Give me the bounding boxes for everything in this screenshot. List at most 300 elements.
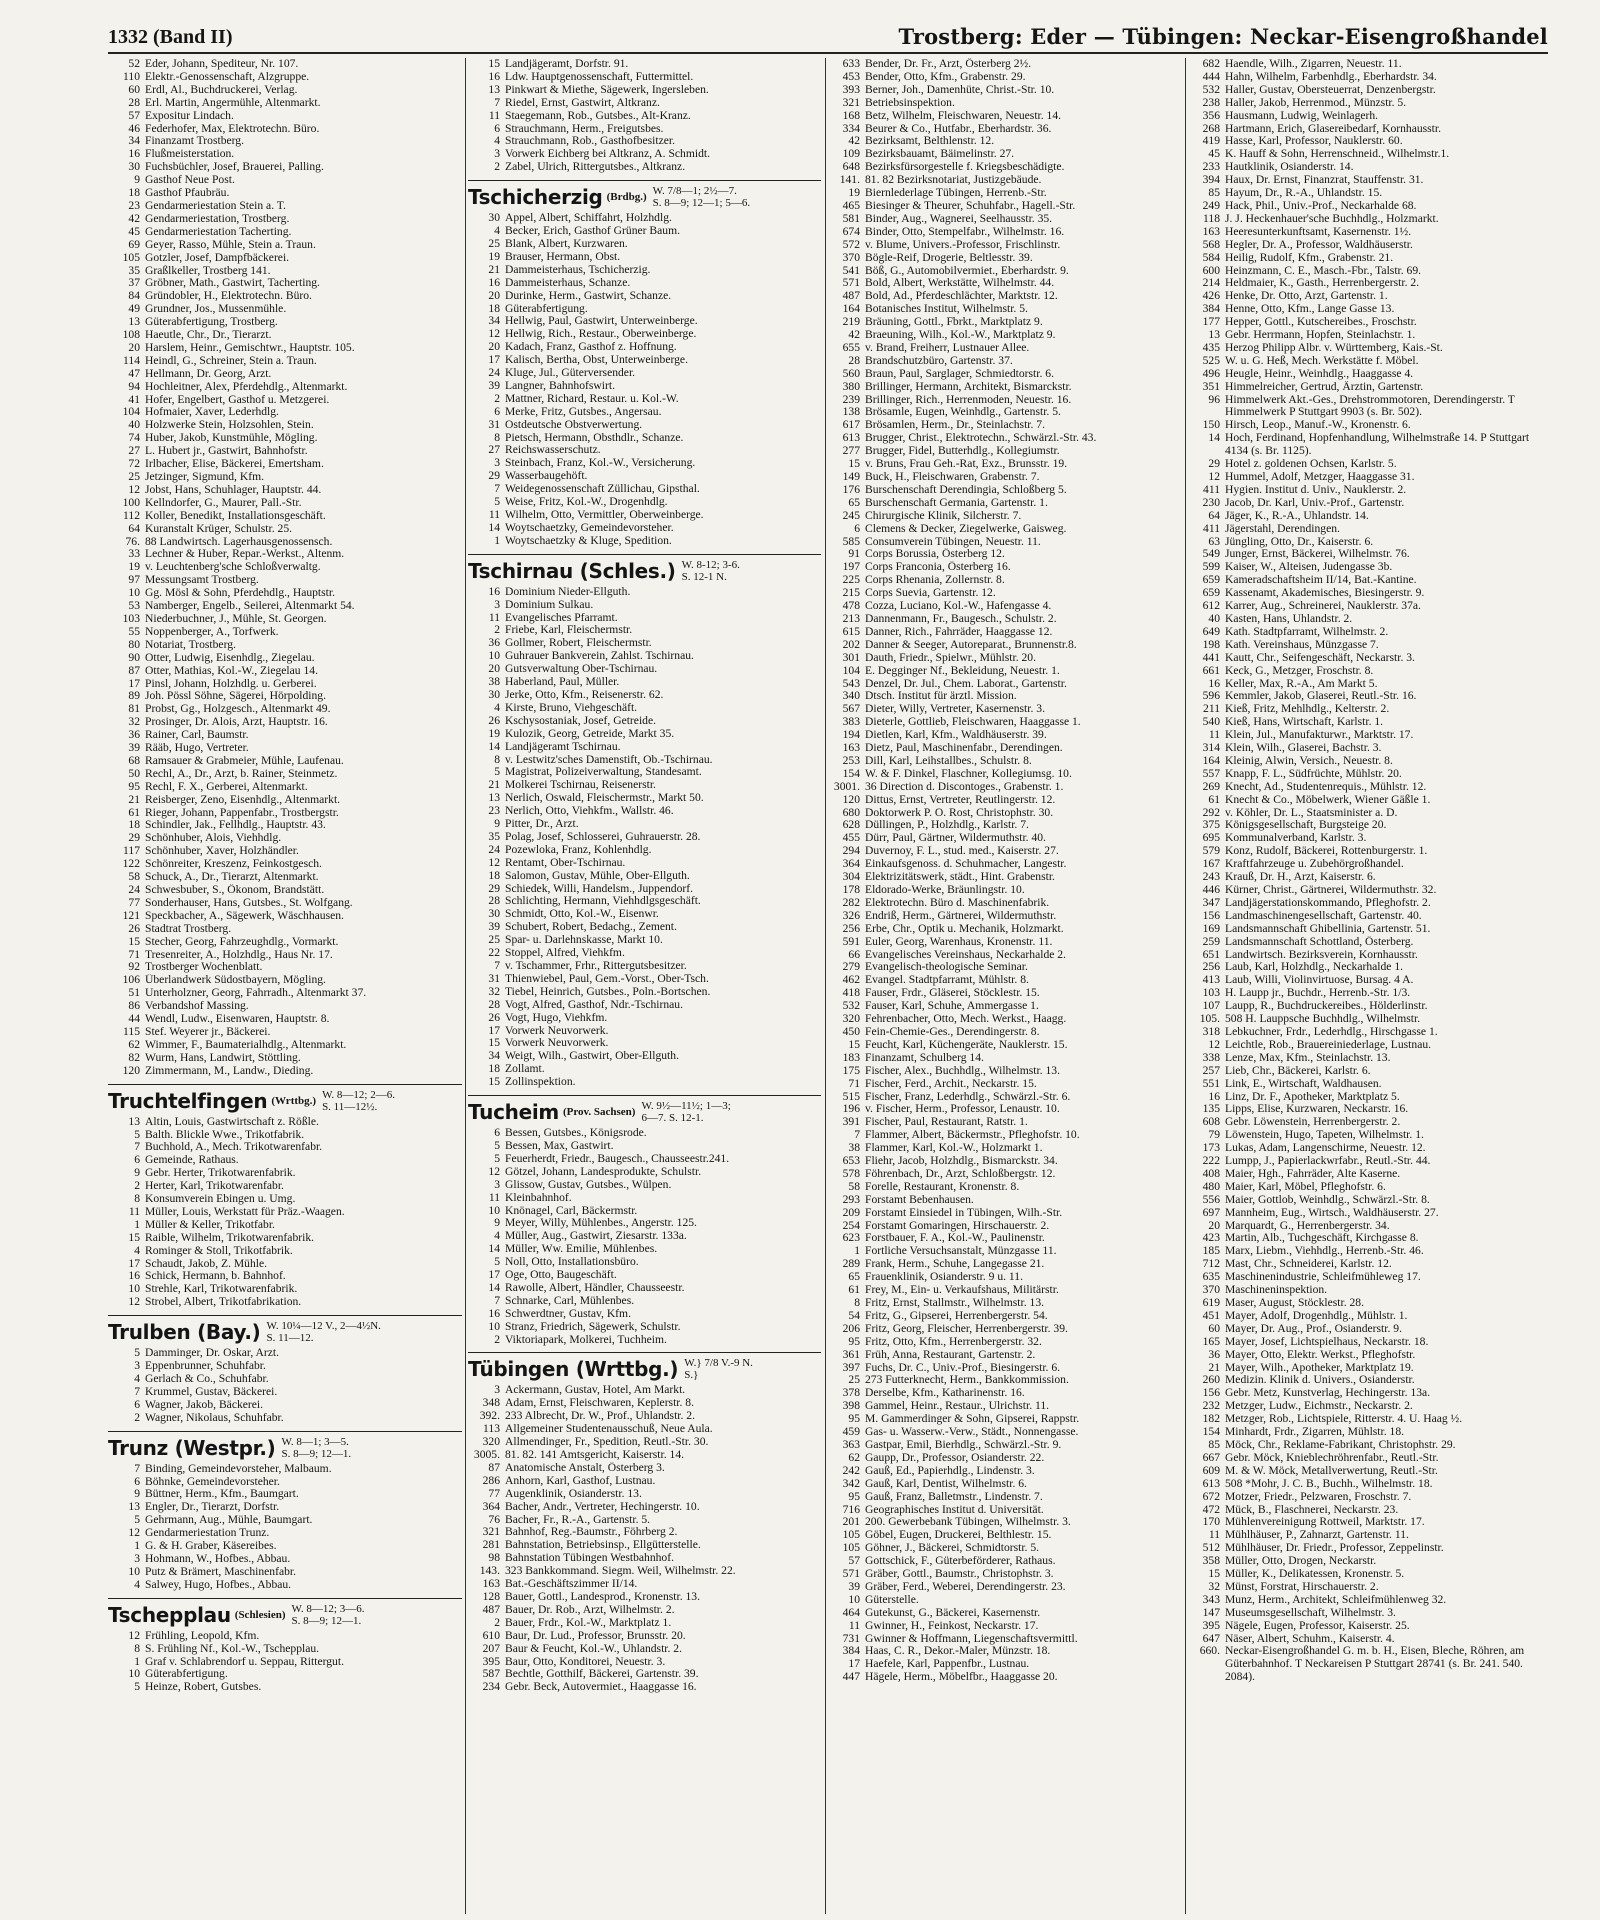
subscriber-name: Heeresunterkunftsamt, Kasernenstr. 1½. [1225,225,1412,238]
phone-number: 269 [1202,779,1220,793]
phone-number: 239 [842,392,860,406]
listing-entry [468,1501,821,1514]
office-hours: W. 8—1; 3—5. S. 8—9; 12—1. [281,1435,352,1460]
listing-entry [468,831,821,844]
phone-number: 5 [134,1680,140,1694]
subscriber-name: Appel, Albert, Schiffahrt, Holzhdlg. [505,212,672,225]
town-name: Tschicherzig [468,185,603,210]
phone-number: 89 [128,689,140,703]
listing-entry [1188,187,1548,200]
subscriber-name: Gauß, Ed., Papierhdlg., Lindenstr. 3. [865,1464,1035,1477]
phone-number: 100 [122,495,140,509]
subscriber-name: Jäger, K., R.-A., Uhlandstr. 14. [1225,509,1369,522]
listing-entry [1188,1491,1548,1504]
subscriber-name: Schwerdtner, Gustav, Kfm. [505,1307,631,1320]
listing-entry [828,807,1181,820]
listing-entry [468,947,821,960]
phone-number: 301 [842,650,860,664]
phone-number: 256 [1202,960,1220,974]
listing-entry [828,1465,1181,1478]
listing-entry [1188,135,1548,148]
subscriber-name: Brugger, Fidel, Butterhdlg., Kollegiumstr. [865,445,1060,458]
phone-number: 18 [128,818,140,832]
phone-number: 11 [128,1204,140,1218]
phone-number: 32 [128,715,140,729]
subscriber-name: Berner, Joh., Damenhüte, Christ.-Str. 10. [865,83,1055,96]
listing-entry [828,213,1181,226]
subscriber-name: Brillinger, Hermann, Architekt, Bismarckstr. [865,380,1072,393]
listing-entry [828,135,1181,148]
subscriber-name: Knönagel, Carl, Bäckermstr. [505,1204,638,1217]
subscriber-name: Salwey, Hugo, Hofbes., Abbau. [145,1578,292,1591]
phone-number: 342 [842,1476,860,1490]
listing-entry [468,1166,821,1179]
listing-entry [828,1297,1181,1310]
listing-entry [108,819,462,832]
listing-entry [828,690,1181,703]
subscriber-name: Dieterle, Gottlieb, Fleischwaren, Haaggasse 1. [865,716,1081,729]
subscriber-name: Clemens & Decker, Ziegelwerke, Gaisweg. [865,522,1067,535]
phone-number: 42 [128,211,140,225]
subscriber-name: Mayer, Dr. Aug., Prof., Osianderstr. 9. [1225,1322,1402,1335]
phone-number: 649 [1202,624,1220,638]
listing-entry [108,394,462,407]
subscriber-name: Binder, Otto, Stempelfabr., Wilhelmstr. 16. [865,225,1065,238]
subscriber-name: Forstbauer, F. A., Kol.-W., Paulinenstr. [865,1232,1045,1245]
listing-entry [108,600,462,613]
phone-number: 17 [128,1256,140,1270]
listing-entry [828,1362,1181,1375]
phone-number: 567 [842,702,860,716]
subscriber-name: Kleinig, Alwin, Versich., Neuestr. 8. [1225,754,1393,767]
listing-entry [1188,871,1548,884]
listing-entry [1188,419,1548,432]
listing-entry [828,1155,1181,1168]
listing-entry [1188,574,1548,587]
listing-entry [828,1065,1181,1078]
listing-entry [108,1656,462,1669]
phone-number: 384 [842,1644,860,1658]
phone-number: 105 [842,1528,860,1542]
listing-entry [828,110,1181,123]
subscriber-name: Balth. Blickle Wwe., Trikotfabrik. [145,1128,305,1141]
phone-number: 76. [125,534,140,548]
listing-entry [828,445,1181,458]
phone-number: 65 [848,1270,860,1284]
phone-number: 32 [488,984,500,998]
listing-entry [108,1347,462,1360]
phone-number: 12 [488,855,500,869]
phone-number: 36 [1208,1347,1220,1361]
subscriber-name: Fritz, Ernst, Stallmstr., Wilhelmstr. 13. [865,1297,1045,1309]
phone-number: 661 [1202,663,1220,677]
listing-entry [108,1154,462,1167]
subscriber-name: Doktorwerk P. O. Rost, Christophstr. 30. [865,806,1054,819]
listing-entry [828,974,1181,987]
phone-number: 225 [842,573,860,587]
phone-number: 384 [1202,302,1220,316]
subscriber-name: 508 *Mohr, J. C. B., Buchh., Wilhelmstr. 18. [1225,1477,1433,1490]
subscriber-name: Ackermann, Gustav, Hotel, Am Markt. [505,1384,686,1397]
subscriber-name: Schiedek, Willi, Handelsm., Juppendorf. [505,882,694,895]
subscriber-name: Allgemeiner Studentenausschuß, Neue Aula. [505,1423,713,1436]
phone-number: 222 [1202,1154,1220,1168]
subscriber-name: Hellmann, Dr. Georg, Arzt. [145,367,272,380]
phone-number: 167 [1202,857,1220,871]
phone-number: 20 [128,340,140,354]
phone-number: 84 [128,289,140,303]
subscriber-name: Trostberger Wochenblatt. [145,961,263,974]
subscriber-name: Landmaschinengesellschaft, Gartenstr. 40. [1225,909,1422,922]
phone-number: 9 [134,1487,140,1501]
listing-entry [108,1193,462,1206]
subscriber-name: Kommunalverband, Karlstr. 3. [1225,832,1367,845]
subscriber-name: Kschysostaniak, Josef, Getreide. [505,714,657,727]
phone-number: 15 [128,1230,140,1244]
phone-number: 3 [494,1383,500,1397]
listing-entry [828,1245,1181,1258]
subscriber-name: Knapp, F. L., Südfrüchte, Mühlstr. 20. [1225,767,1402,780]
phone-number: 31 [488,417,500,431]
subscriber-name: Strauchmann, Herm., Freigutsbes. [505,122,664,135]
subscriber-name: Flammer, Karl, Kol.-W., Holzmarkt 1. [865,1142,1043,1155]
phone-number: 320 [482,1435,500,1449]
subscriber-name: Lebkuchner, Frdr., Lederhdlg., Hirschgasse 1. [1225,1025,1438,1038]
listing-entry [468,934,821,947]
subscriber-name: v. Köhler, Dr. L., Staatsminister a. D. [1225,806,1398,819]
listing-entry [468,1140,821,1153]
listing-entry [108,703,462,716]
phone-number: 294 [842,844,860,858]
subscriber-name: Elektr.-Genossenschaft, Alzgruppe. [145,70,310,83]
subscriber-name: Schuck, A., Dr., Tierarzt, Altenmarkt. [145,871,319,884]
phone-number: 58 [848,1179,860,1193]
listing-entry [1188,303,1548,316]
subscriber-name: Tiebel, Heinrich, Gutsbes., Poln.-Bortschen. [505,985,711,998]
listing-entry [828,858,1181,871]
subscriber-name: Gwinner & Hoffmann, Liegenschaftsvermittl. [865,1632,1078,1645]
listing-entry [108,213,462,226]
subscriber-name: Spar- u. Darlehnskasse, Markt 10. [505,934,663,947]
phone-number: 21 [128,792,140,806]
phone-number: 572 [842,237,860,251]
subscriber-name: Ramsauer & Grabmeier, Mühle, Laufenau. [145,754,344,767]
subscriber-name: Sonderhauser, Hans, Gutsbes., St. Wolfgang. [145,896,353,909]
subscriber-name: Kasten, Hans, Uhlandstr. 2. [1225,612,1353,625]
phone-number: 347 [1202,895,1220,909]
subscriber-name: Evangelisches Pfarramt. [505,611,618,624]
subscriber-name: Schlichting, Hermann, Viehhdlgsgeschäft. [505,895,701,908]
subscriber-name: Brösamle, Eugen, Weinhdlg., Gartenstr. 5. [865,406,1061,419]
subscriber-name: Heilig, Rudolf, Kfm., Grabenstr. 21. [1225,251,1394,264]
phone-number: 104 [122,405,140,419]
town-heading [468,180,821,209]
listing-entry [828,1310,1181,1323]
phone-number: 441 [1202,650,1220,664]
subscriber-name: Haefele, Karl, Pappenfbr., Lustnau. [865,1658,1030,1671]
phone-number: 581 [842,211,860,225]
listing-entry [468,818,821,831]
phone-number: 338 [1202,1050,1220,1064]
phone-number: 156 [1202,1386,1220,1400]
listing-entry [1188,1478,1548,1491]
subscriber-name: Überlandwerk Südostbayern, Mögling. [145,974,326,987]
subscriber-name: Gaupp, Dr., Professor, Osianderstr. 22. [865,1451,1045,1464]
phone-number: 7 [494,959,500,972]
listing-entry [828,1620,1181,1633]
phone-number: 5 [134,1513,140,1527]
listing-entry [468,650,821,663]
phone-number: 118 [1203,211,1220,225]
subscriber-name: Kalisch, Bertha, Obst, Unterweinberge. [505,354,688,367]
subscriber-name: Gendarmeriestation Stein a. T. [145,199,286,212]
phone-number: 444 [1202,69,1220,83]
subscriber-name: Messungsamt Trostberg. [145,574,259,587]
subscriber-name: Gebr. Beck, Autovermiet., Haaggasse 16. [505,1681,697,1694]
listing-entry [1188,110,1548,123]
listing-entry [1188,148,1548,161]
listing-entry [468,883,821,896]
subscriber-name: Otter, Mathias, Kol.-W., Ziegelau 14. [145,664,318,677]
subscriber-name: Strehle, Karl, Trikotwarenfabrik. [145,1283,298,1296]
listing-entry [108,961,462,974]
subscriber-name: Dammeisterhaus, Tschicherzig. [505,263,651,276]
listing-entry [1188,316,1548,329]
town-name: Tübingen (Wrttbg.) [468,1357,679,1382]
subscriber-name: v. Lestwitz'sches Damenstift, Ob.-Tschirnau. [505,753,713,766]
subscriber-name: Binder, Aug., Wagnerei, Seelhausstr. 35. [865,212,1053,225]
phone-number: 194 [842,728,860,742]
listing-entry [1188,1245,1548,1258]
subscriber-name: Büttner, Herm., Kfm., Baumgart. [145,1488,299,1501]
phone-number: 608 [1202,1115,1220,1129]
subscriber-name: Anhorn, Karl, Gasthof, Lustnau. [505,1474,656,1487]
subscriber-name: Güterstelle. [865,1593,919,1606]
listing-entry [828,1013,1181,1026]
subscriber-name: Niederbuchner, J., Mühle, St. Georgen. [145,612,327,625]
listing-entry [828,794,1181,807]
phone-number: 245 [842,508,860,522]
listing-entry [828,1323,1181,1336]
listing-entry [828,406,1181,419]
phone-number: 61 [848,1283,860,1297]
listing-entry [108,226,462,239]
phone-number: 103 [122,611,140,625]
listing-entry [108,755,462,768]
subscriber-name: Graf v. Schlabrendorf u. Seppau, Rittergut. [145,1655,344,1668]
subscriber-name: Haller, Gustav, Obersteuerrat, Denzenbergstr. [1225,83,1436,96]
listing-entry [108,1116,462,1129]
subscriber-name: Landjägeramt Tschirnau. [505,740,621,753]
listing-entry [828,587,1181,600]
listing-entry [108,936,462,949]
listing-entry [828,471,1181,484]
listing-entry [828,845,1181,858]
subscriber-name: Elektrizitätswerk, städt., Hint. Grabenstr. [865,871,1055,884]
phone-number: 17 [848,1657,860,1671]
listing-entry [1188,252,1548,265]
listing-entry [828,1387,1181,1400]
subscriber-name: v. Fischer, Herm., Professor, Lenaustr. 10. [865,1103,1060,1116]
subscriber-name: Anatomische Anstalt, Österberg 3. [505,1461,665,1474]
phone-number: 46 [128,121,140,135]
listing-entry [468,1050,821,1063]
subscriber-name: M. Gammerdinger & Sohn, Gipserei, Rappstr. [865,1413,1080,1426]
phone-number: 18 [128,186,140,200]
phone-number: 27 [488,443,500,457]
subscriber-name: Federhofer, Max, Elektrotechn. Büro. [145,122,320,135]
listing-entry [1188,239,1548,252]
subscriber-name: Metzger, Rob., Lichtspiele, Ritterstr. 4. U. Haag ½. [1225,1413,1463,1426]
listing-entry [1188,819,1548,832]
subscriber-name: Heugle, Heinr., Weinhdlg., Haaggasse 4. [1225,367,1414,380]
subscriber-name: Finanzamt Trostberg. [145,135,244,148]
subscriber-name: Kluge, Jul., Güterversender. [505,367,636,380]
listing-entry [108,1039,462,1052]
subscriber-name: Danner, Rich., Fahrräder, Haaggasse 12. [865,625,1053,638]
phone-number: 462 [842,973,860,987]
phone-number: 65 [848,495,860,509]
phone-number: 600 [1202,263,1220,277]
subscriber-name: Geographisches Institut d. Universität. [865,1503,1044,1516]
subscriber-name: Hohmann, W., Hofbes., Abbau. [145,1552,291,1565]
phone-number: 617 [842,418,860,432]
listing-entry [1188,1000,1548,1013]
listing-entry [468,1334,821,1347]
subscriber-name: Gendarmeriestation Trunz. [145,1527,270,1540]
phone-number: 314 [1202,741,1220,755]
listing-entry [108,1540,462,1553]
subscriber-name: Stecher, Georg, Fahrzeughdlg., Vormarkt. [145,935,339,948]
subscriber-name: Glissow, Gustav, Gutsbes., Wülpen. [505,1178,672,1191]
listing-entry [828,678,1181,691]
subscriber-name: Molkerei Tschirnau, Reisenerstr. [505,779,656,792]
column-divider [1185,58,1186,1914]
subscriber-name: Rechl, F. X., Gerberei, Altenmarkt. [145,780,308,793]
listing-entry [1188,716,1548,729]
phone-number: 12 [128,1628,140,1642]
phone-number: 149 [842,470,860,483]
subscriber-name: Haas, C. R., Dekor.-Maler, Münzstr. 18. [865,1645,1051,1658]
phone-number: 4 [134,1243,140,1257]
subscriber-name: Gebr. Herrmann, Hopfen, Steinlachstr. 1. [1225,329,1416,342]
subscriber-name: Heinze, Robert, Gutsbes. [145,1681,262,1694]
listing-entry [468,496,821,509]
subscriber-name: Zimmermann, M., Landw., Dieding. [145,1064,314,1077]
phone-number: 25 [128,470,140,483]
subscriber-name: Keller, Max, R.-A., Am Markt 5. [1225,677,1378,690]
listing-entry [1188,1271,1548,1284]
subscriber-name: Bauer, Frdr., Kol.-W., Marktplatz 1. [505,1616,672,1629]
subscriber-name: Landsmannschaft Ghibellinia, Gartenstr. 51. [1225,922,1431,935]
subscriber-name: Biernlederlage Tübingen, Herrenb.-Str. [865,187,1047,200]
subscriber-name: Derselbe, Kfm., Katharinenstr. 16. [865,1387,1025,1400]
column-divider [465,58,466,1914]
subscriber-name: Steinbach, Franz, Kol.-W., Versicherung. [505,457,696,470]
subscriber-name: Fritz, G., Gipserei, Herrenbergerstr. 54. [865,1309,1048,1322]
subscriber-name: Müller & Keller, Trikotfabr. [145,1218,275,1231]
phone-number: 30 [488,687,500,701]
phone-number: 121 [122,908,140,922]
listing-entry [108,626,462,639]
listing-entry [108,1373,462,1386]
subscriber-name: Unterholzner, Georg, Fahrradh., Altenmarkt 37. [145,987,367,1000]
phone-number: 7 [134,1140,140,1154]
subscriber-name: Mayer, Josef, Lichtspielhaus, Neckarstr. 18. [1225,1335,1429,1348]
phone-number: 77 [128,895,140,909]
phone-number: 39 [488,920,500,934]
phone-number: 163 [1202,224,1220,238]
subscriber-name: 81. 82. 141 Amtsgericht, Kaiserstr. 14. [505,1449,685,1461]
listing-entry [108,174,462,187]
phone-number: 326 [842,908,860,922]
subscriber-name: Kuranstalt Krüger, Schulstr. 25. [145,522,293,535]
phone-number: 7 [494,1293,500,1307]
phone-number: 375 [1202,818,1220,832]
phone-number: 556 [1202,1192,1220,1206]
phone-number: 77 [488,1486,500,1500]
subscriber-name: Haberland, Paul, Müller. [505,676,620,689]
subscriber-name: Putz & Brämert, Maschinenfabr. [145,1565,297,1578]
subscriber-name: Gebr. Metz, Kunstverlag, Hechingerstr. 13a. [1225,1387,1431,1400]
listing-entry [468,135,821,148]
listing-entry [828,536,1181,549]
listing-entry [1188,58,1548,71]
listing-entry [828,1284,1181,1297]
listing-entry [1188,355,1548,368]
listing-entry [468,908,821,921]
subscriber-name: Bold, Ad., Pferdeschlächter, Marktstr. 12. [865,290,1058,303]
subscriber-name: Weidegenossenschaft Züllichau, Gipsthal. [505,483,700,496]
listing-entry [468,303,821,316]
listing-entry [108,342,462,355]
listing-entry [1188,1207,1548,1220]
listing-entry [468,251,821,264]
subscriber-name: Hahn, Wilhelm, Farbenhdlg., Eberhardstr. 34. [1225,70,1437,83]
listing-entry [108,832,462,845]
phone-number: 30 [488,211,500,225]
listing-entry [828,1232,1181,1245]
phone-number: 96 [1208,392,1220,406]
subscriber-name: Föhrenbach, Dr., Arzt, Schloßbergstr. 12. [865,1167,1056,1180]
phone-number: 29 [488,881,500,895]
subscriber-name: Dill, Karl, Leihstallbes., Schulstr. 8. [865,754,1032,767]
listing-entry [828,316,1181,329]
listing-entry [468,586,821,599]
phone-number: 29 [1208,457,1220,471]
listing-entry [468,1192,821,1205]
subscriber-name: Möck, Chr., Reklame-Fabrikant, Christophstr. 29. [1225,1438,1456,1451]
phone-number: 13 [1208,328,1220,342]
listing-entry [108,729,462,742]
subscriber-name: Becker, Erich, Gasthof Grüner Baum. [505,225,680,238]
listing-entry [828,768,1181,781]
phone-number: 11 [848,1618,860,1632]
phone-number: 14 [1208,431,1220,445]
phone-number: 571 [842,1567,860,1581]
phone-number: 2 [494,160,500,174]
listing-entry [1188,1555,1548,1568]
phone-number: 44 [128,1012,140,1026]
subscriber-name: Baur & Feucht, Kol.-W., Uhlandstr. 2. [505,1642,683,1655]
phone-number: 282 [842,895,860,909]
subscriber-name: Pitter, Dr., Arzt. [505,818,579,831]
subscriber-name: Mannheim, Eug., Wirtsch., Waldhäuserstr. 27. [1225,1206,1439,1219]
column-3 [828,58,1181,1914]
subscriber-name: Gebr. Herter, Trikotwarenfabrik. [145,1167,296,1180]
phone-number: 351 [1202,379,1220,393]
listing-entry [108,277,462,290]
